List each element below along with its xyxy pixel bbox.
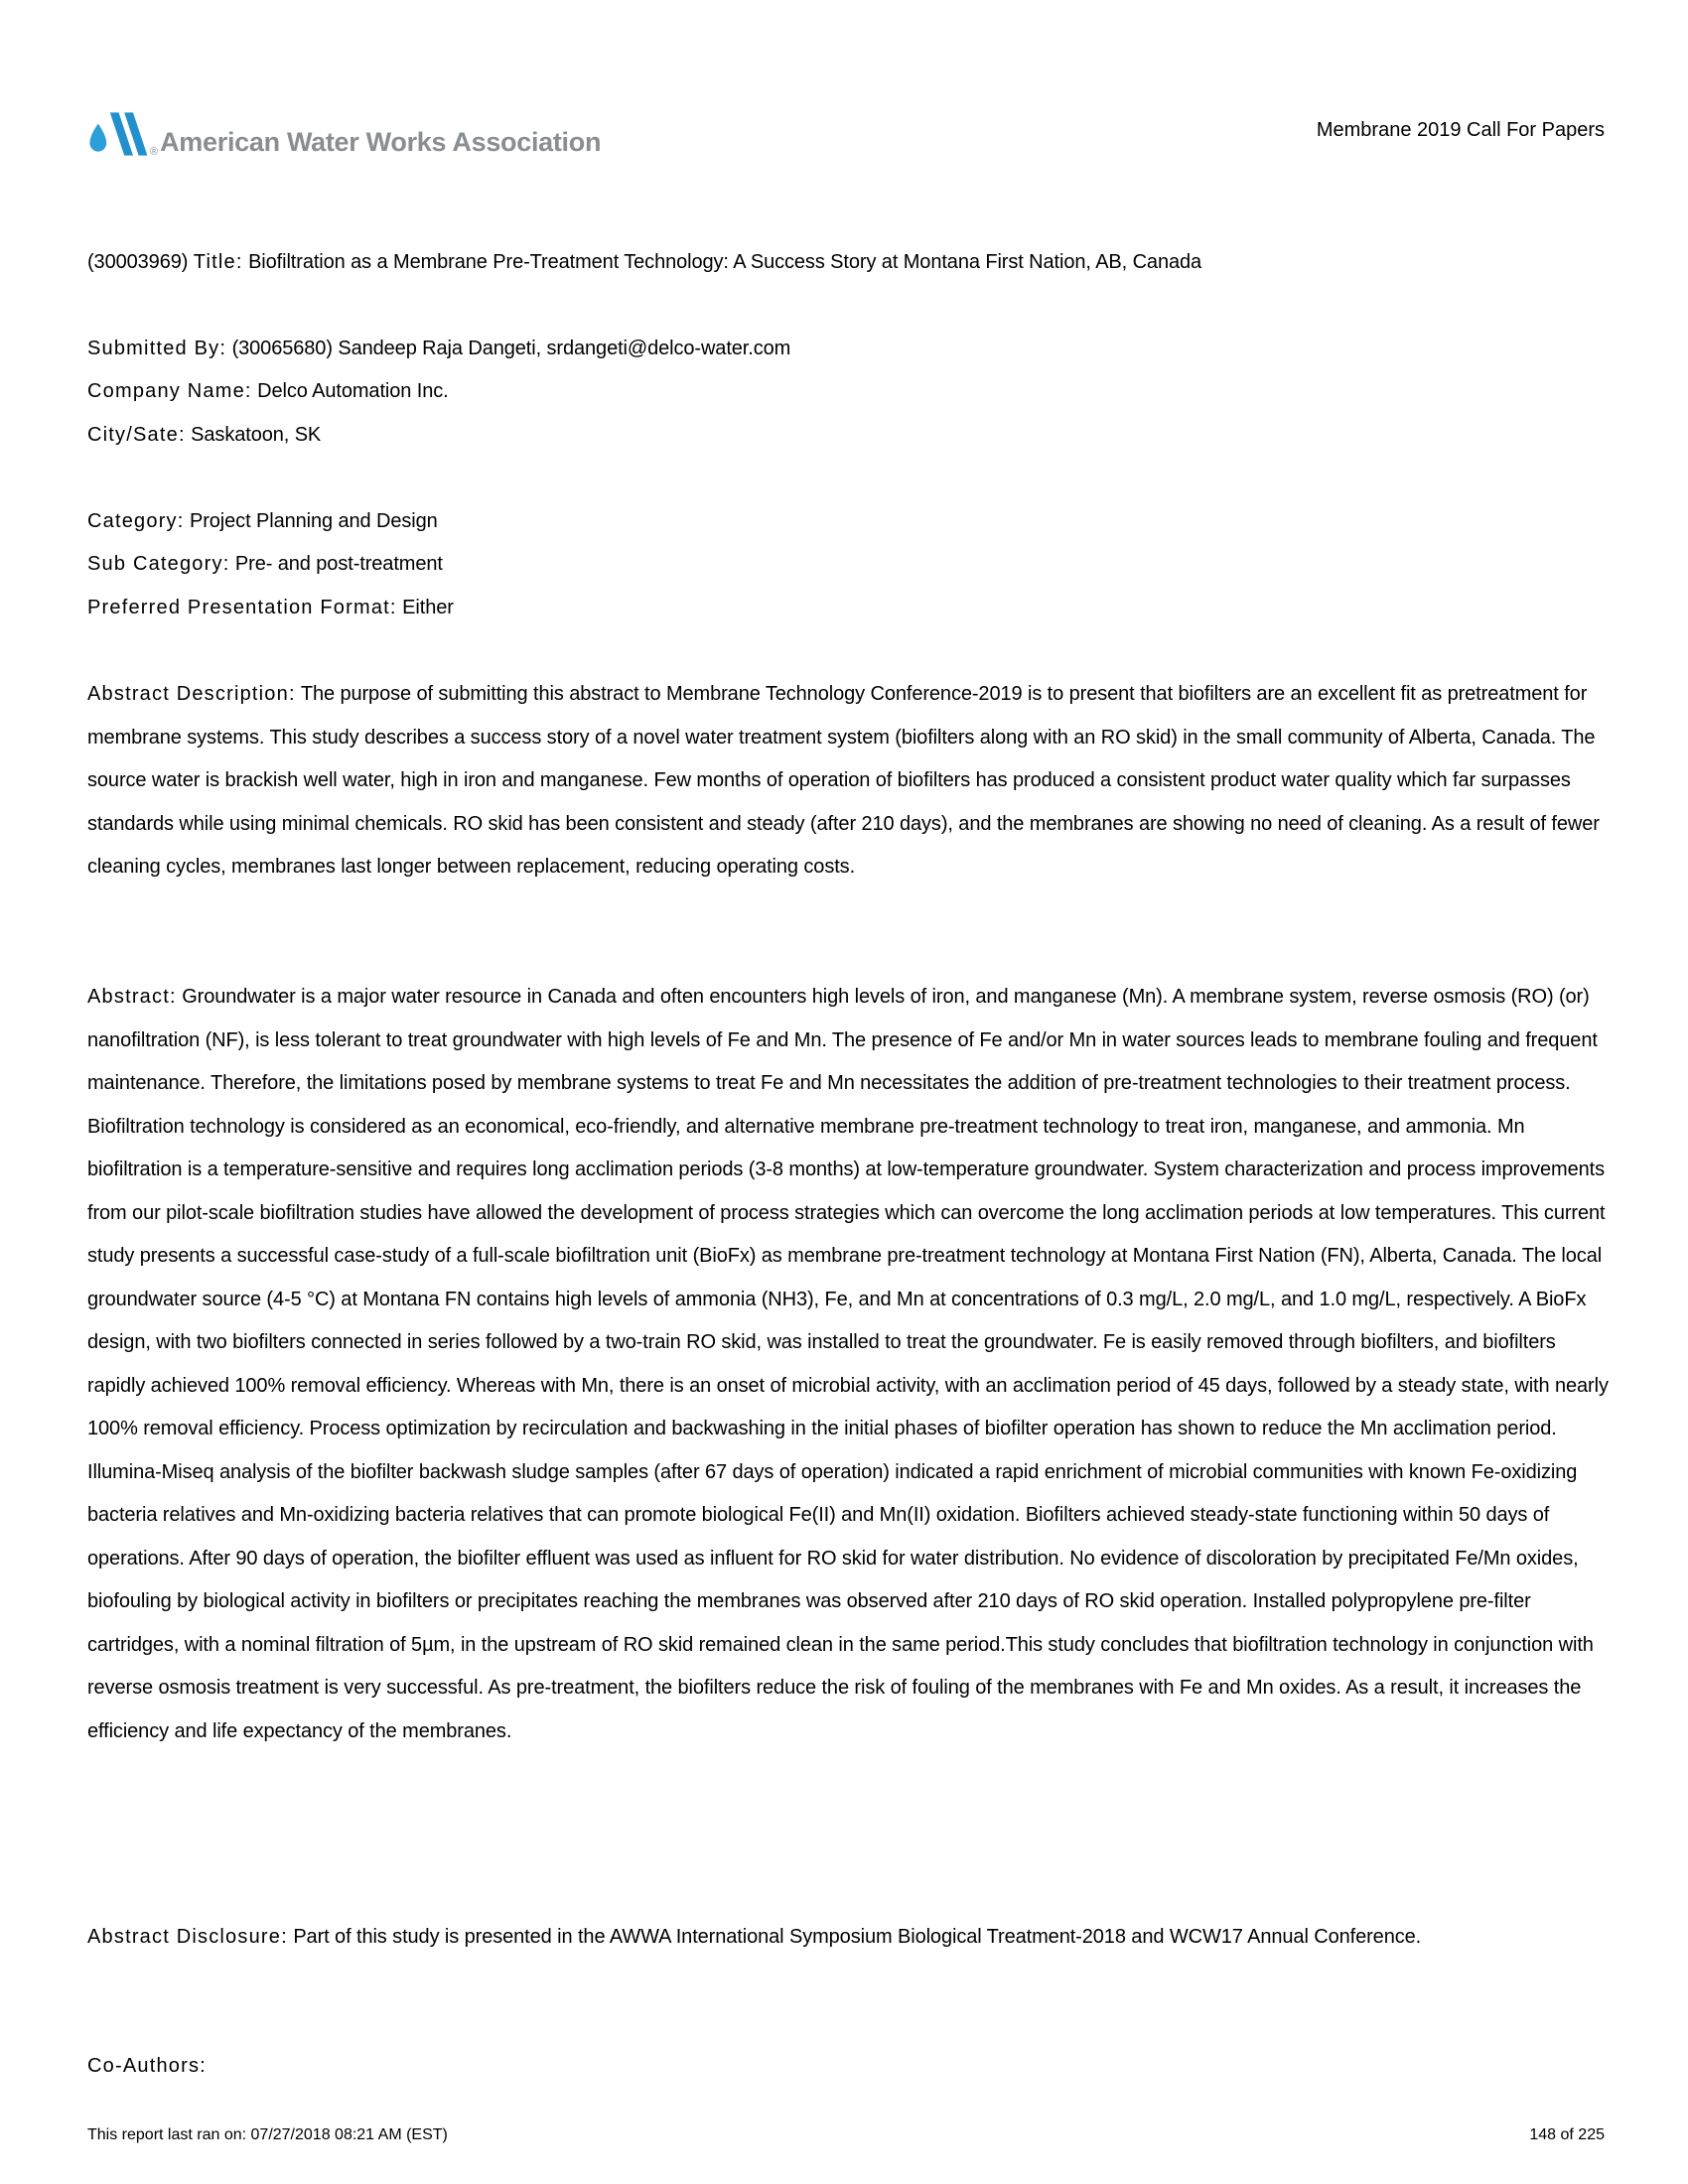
submitted-by-line: [87, 328, 1609, 371]
category-line: [87, 500, 1609, 544]
awwa-logo: [85, 109, 601, 159]
presentation-format-line: [87, 587, 1609, 630]
category-value: Project Planning and Design: [189, 510, 438, 532]
co-authors-label: Co-Authors:: [87, 2055, 207, 2077]
presentation-format-label: Preferred Presentation Format:: [87, 597, 397, 618]
submitted-by-label: Submitted By:: [87, 338, 227, 359]
city-state-value: Saskatoon, SK: [191, 424, 322, 446]
sub-category-line: [87, 543, 1609, 587]
title-label: Title:: [193, 251, 243, 273]
abstract-text: Groundwater is a major water resource in Canada and often encounters high levels of iron, and manganese (Mn). A membrane system, reverse osmosis (RO) (or) nanofiltration (NF), is less tolerant to treat groundwater with high levels of Fe and Mn. The presence of Fe and/or Mn in water sources leads to membrane fouling and frequent maintenance. Therefore, the limitations posed by membrane systems to treat Fe and Mn necessitates the addition of pre-treatment technologies to their treatment process. Biofiltration technology is considered as an economical, eco-friendly, and alternative membrane pre-treatment technology to treat iron, manganese, and ammonia. Mn biofiltration is a temperature-sensitive and requires long acclimation periods (3-8 months) at low-temperature groundwater. System characterization and process improvements from our pilot-scale biofiltration studies have allowed the development of process strategies which can overcome the long acclimation periods at low temperatures. This current study presents a successful case-study of a full-scale biofiltration unit (BioFx) as membrane pre-treatment technology at Montana First Nation (FN), Alberta, Canada. The local groundwater source (4-5 °C) at Montana FN contains high levels of ammonia (NH3), Fe, and Mn at concentrations of 0.3 mg/L, 2.0 mg/L, and 1.0 mg/L, respectively. A BioFx design, with two biofilters connected in series followed by a two-train RO skid, was installed to treat the groundwater. Fe is easily removed through biofilters, and biofilters rapidly achieved 100% removal efficiency. Whereas with Mn, there is an onset of microbial activity, with an acclimation period of 45 days, followed by a steady state, with nearly 100% removal efficiency. Process optimization by recirculation and backwashing in the initial phases of biofilter operation has shown to reduce the Mn acclimation period. Illumina-Miseq analysis of the biofilter backwash sludge samples (after 67 days of operation) indicated a rapid enrichment of microbial communities with known Fe-oxidizing bacteria relatives and Mn-oxidizing bacteria relatives that can promote biological Fe(II) and Mn(II) oxidation. Biofilters achieved steady-state functioning within 50 days of operations. After 90 days of operation, the biofilter effluent was used as influent for RO skid for water distribution. No evidence of discoloration by precipitated Fe/Mn oxides, biofouling by biological activity in biofilters or precipitates reaching the membranes was observed after 210 days of RO skid operation. Installed polypropylene pre-filter cartridges, with a nominal filtration of 5µm, in the upstream of RO skid remained clean in the same period.This study concludes that biofiltration technology in conjunction with reverse osmosis treatment is very successful. As pre-treatment, the biofilters reduce the risk of fouling of the membranes with Fe and Mn oxides. As a result, it increases the efficiency and life expectancy of the membranes.: [87, 986, 1609, 1742]
abstract-title: Biofiltration as a Membrane Pre-Treatment Technology: A Success Story at Montana First Nation, AB, Canada: [248, 251, 1202, 273]
page-indicator: 148 of 225: [1529, 2126, 1605, 2143]
abstract-label: Abstract:: [87, 986, 177, 1008]
abstract-id: (30003969): [87, 251, 189, 273]
company-name-line: [87, 370, 1609, 414]
abstract-disclosure-paragraph: [87, 1916, 1609, 1960]
report-last-ran: This report last ran on: 07/27/2018 08:21 AM (EST): [87, 2126, 448, 2143]
company-name-value: Delco Automation Inc.: [257, 380, 449, 402]
awwa-water-drop-icon: [85, 109, 149, 159]
presentation-format-value: Either: [402, 597, 454, 618]
abstract-disclosure-text: Part of this study is presented in the AWWA International Symposium Biological Treatment-2018 and WCW17 Annual Conference.: [293, 1926, 1422, 1948]
submitted-by-value: (30065680) Sandeep Raja Dangeti, srdangeti@delco-water.com: [231, 338, 791, 359]
abstract-description-paragraph: [87, 673, 1609, 889]
report-title: Membrane 2019 Call For Papers: [1316, 119, 1605, 141]
registered-trademark: ®: [150, 146, 159, 158]
city-state-line: [87, 414, 1609, 458]
abstract-description-label: Abstract Description:: [87, 683, 296, 705]
abstract-paragraph: [87, 976, 1609, 1753]
city-state-label: City/Sate:: [87, 424, 186, 446]
awwa-logo-text: American Water Works Association: [160, 127, 602, 157]
abstract-title-line: [87, 241, 1609, 285]
category-label: Category:: [87, 510, 185, 532]
co-authors-line: [87, 2045, 1609, 2089]
sub-category-value: Pre- and post-treatment: [234, 553, 443, 575]
sub-category-label: Sub Category:: [87, 553, 230, 575]
company-name-label: Company Name:: [87, 380, 252, 402]
abstract-disclosure-label: Abstract Disclosure:: [87, 1926, 288, 1948]
abstract-description-text: The purpose of submitting this abstract to Membrane Technology Conference-2019 is to present that biofilters are an excellent fit as pretreatment for membrane systems. This study describes a success story of a novel water treatment system (biofilters along with an RO skid) in the small community of Alberta, Canada. The source water is brackish well water, high in iron and manganese. Few months of operation of biofilters has produced a consistent product water quality which far surpasses standards while using minimal chemicals. RO skid has been consistent and steady (after 210 days), and the membranes are showing no need of cleaning. As a result of fewer cleaning cycles, membranes last longer between replacement, reducing operating costs.: [87, 683, 1600, 878]
